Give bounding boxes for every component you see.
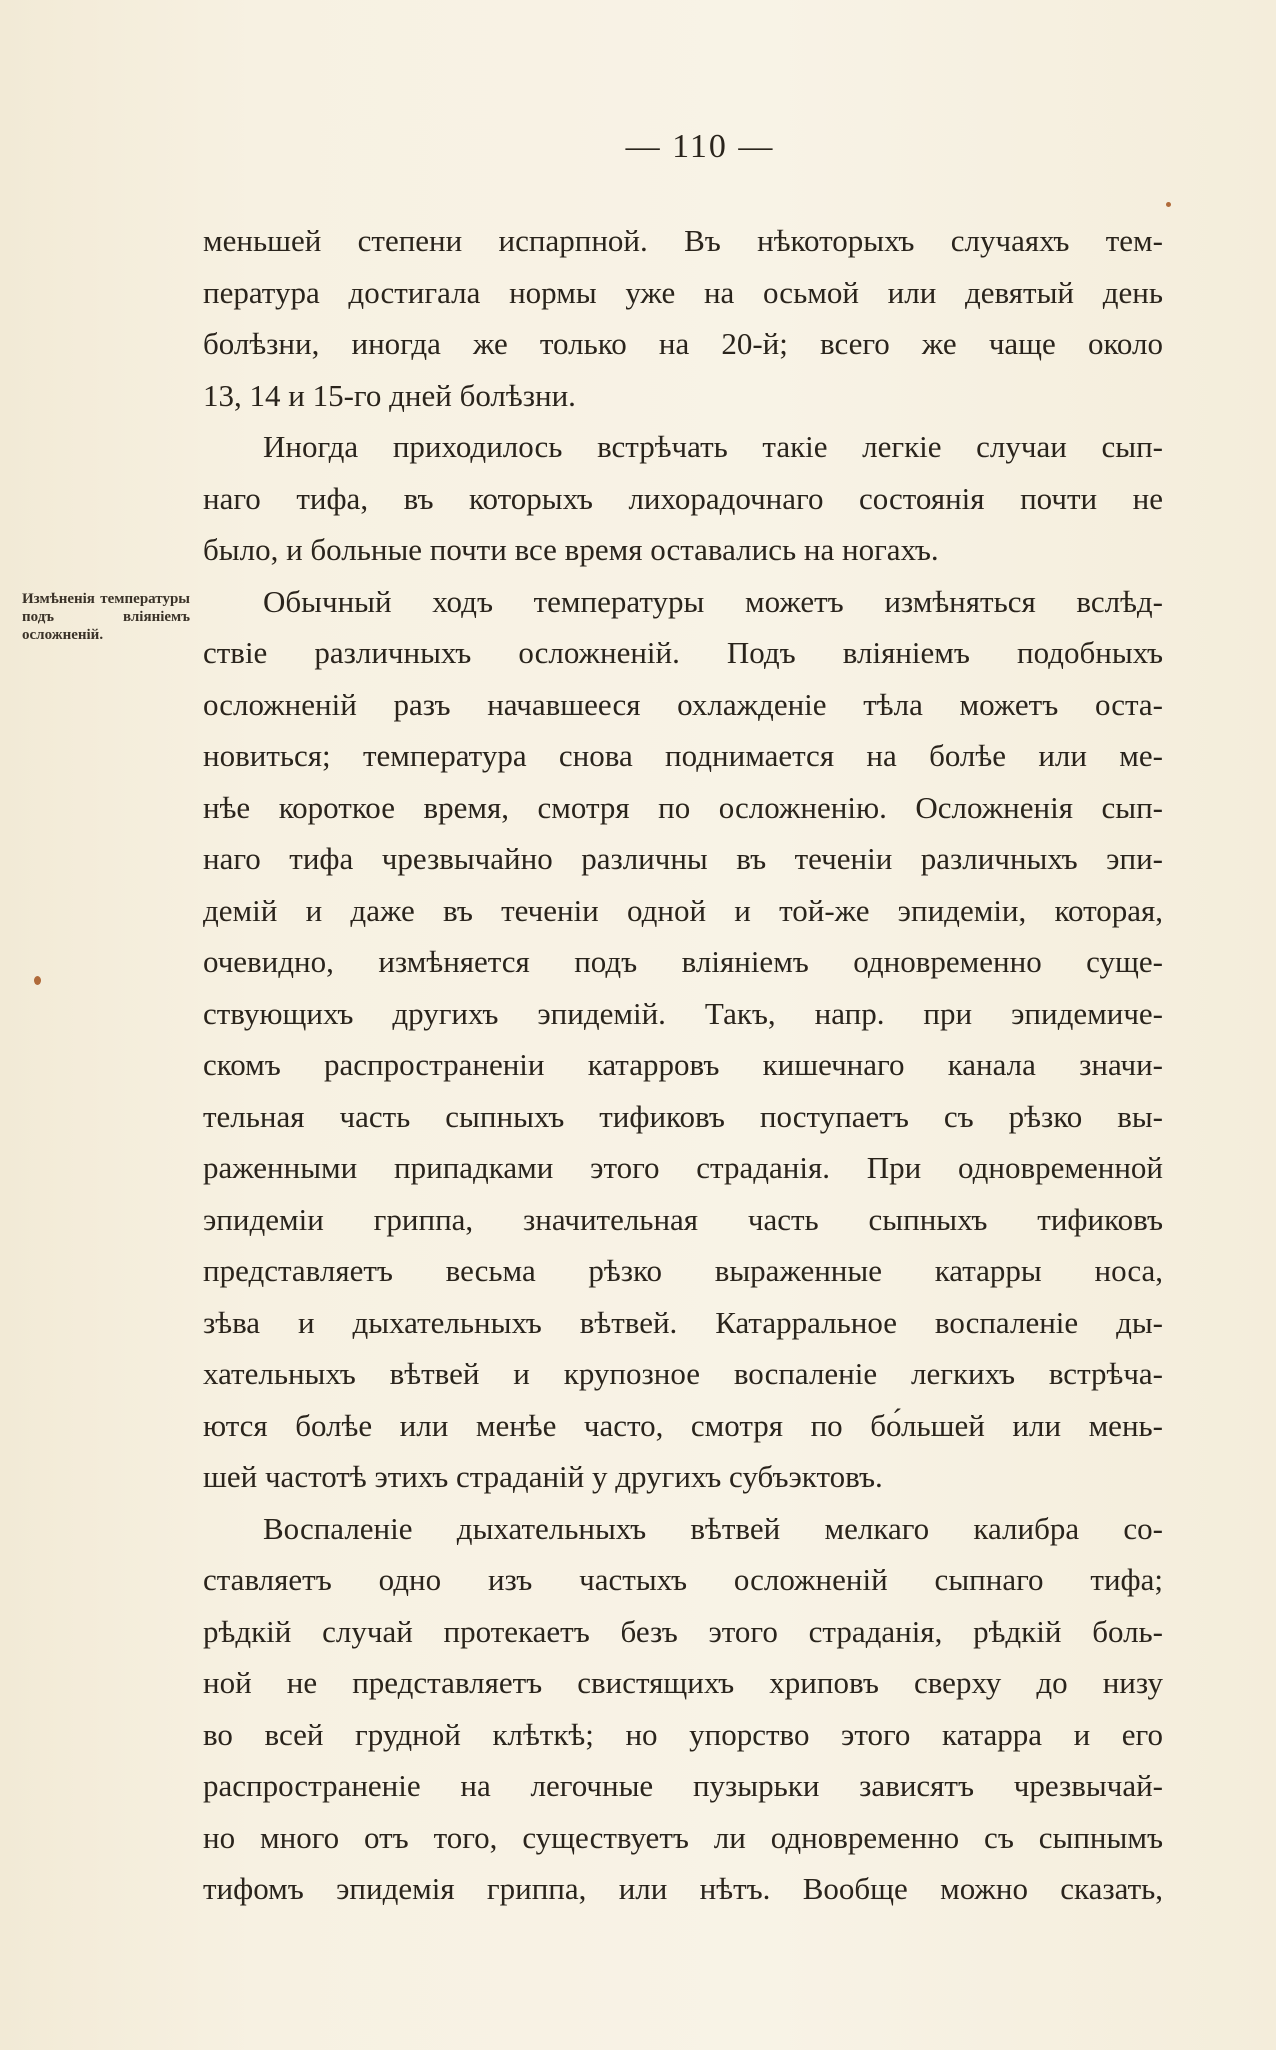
text-line: очевидно, измѣняется подъ вліяніемъ одновременно суще- [203,944,1163,979]
text-line: меньшей степени испарпной. Въ нѣкоторыхъ случаяхъ тем- [203,223,1163,258]
text-line: ствующихъ другихъ эпидемій. Такъ, напр. при эпидемиче- [203,995,1163,1031]
text-line: тельная часть сыпныхъ тификовъ поступаетъ съ рѣзко вы- [203,1098,1163,1134]
text-line: осложненій разъ начавшееся охлажденіе тѣла можетъ оста- [203,686,1163,722]
text-line: Обычный ходъ температуры можетъ измѣняться вслѣд- [263,583,1163,619]
text-line: рѣдкій случай протекаетъ безъ этого страданія, рѣдкій боль- [203,1613,1163,1649]
text-line: демій и даже въ теченіи одной и той-же эпидеміи, которая, [203,892,1163,928]
text-line: Воспаленіе дыхательныхъ вѣтвей мелкаго калибра со- [263,1510,1163,1546]
text-line: тифомъ эпидемія гриппа, или нѣтъ. Вообще можно сказать, [203,1871,1163,1906]
body-text [203,215,1163,1915]
text-line: наго тифа чрезвычайно различны въ теченіи различныхъ эпи- [203,841,1163,876]
text-line: пература достигала нормы уже на осьмой или девятый день [203,274,1163,310]
text-line: ствіе различныхъ осложненій. Подъ вліяніемъ подобныхъ [203,635,1163,670]
ink-speck [34,976,41,985]
page-number: — 110 — [625,128,775,165]
text-line: зѣва и дыхательныхъ вѣтвей. Катарральное воспаленіе ды- [203,1304,1163,1340]
text-line: шей частотѣ этихъ страданій у другихъ субъэктовъ. [203,1459,883,1494]
text-line: раженными припадками этого страданія. При одновременной [203,1150,1163,1185]
text-line: было, и больные почти все время оставались на ногахъ. [203,532,939,567]
text-line: распространеніе на легочные пузырьки зависятъ чрезвычай- [203,1768,1163,1803]
text-line: скомъ распространеніи катарровъ кишечнаго канала значи- [203,1047,1163,1082]
text-line: но много отъ того, существуетъ ли одновременно съ сыпнымъ [203,1819,1163,1855]
ink-speck [1166,202,1171,207]
text-line: болѣзни, иногда же только на 20-й; всего же чаще около [203,326,1163,361]
text-line: Иногда приходилось встрѣчать такіе легкіе случаи сып- [263,429,1163,464]
margin-note: Измѣненія температуры подъ вліяніемъ осложненій. [22,591,190,643]
text-line: нѣе короткое время, смотря по осложненію. Осложненія сып- [203,789,1163,825]
text-line: представляетъ весьма рѣзко выраженные катарры носа, [203,1253,1163,1288]
text-line: 13, 14 и 15-го дней болѣзни. [203,377,576,413]
text-line: эпидеміи гриппа, значительная часть сыпныхъ тификовъ [203,1201,1163,1237]
text-line: новиться; температура снова поднимается на болѣе или ме- [203,738,1163,773]
text-line: ставляетъ одно изъ частыхъ осложненій сыпнаго тифа; [203,1562,1163,1597]
text-line: хательныхъ вѣтвей и крупозное воспаленіе легкихъ встрѣча- [203,1356,1163,1391]
text-line: ной не представляетъ свистящихъ хриповъ сверху до низу [203,1665,1163,1700]
text-line: ются болѣе или менѣе часто, смотря по бо́льшей или мень- [203,1407,1163,1443]
text-line: наго тифа, въ которыхъ лихорадочнаго состоянія почти не [203,480,1163,516]
text-line: во всей грудной клѣткѣ; но упорство этого катарра и его [203,1716,1163,1752]
